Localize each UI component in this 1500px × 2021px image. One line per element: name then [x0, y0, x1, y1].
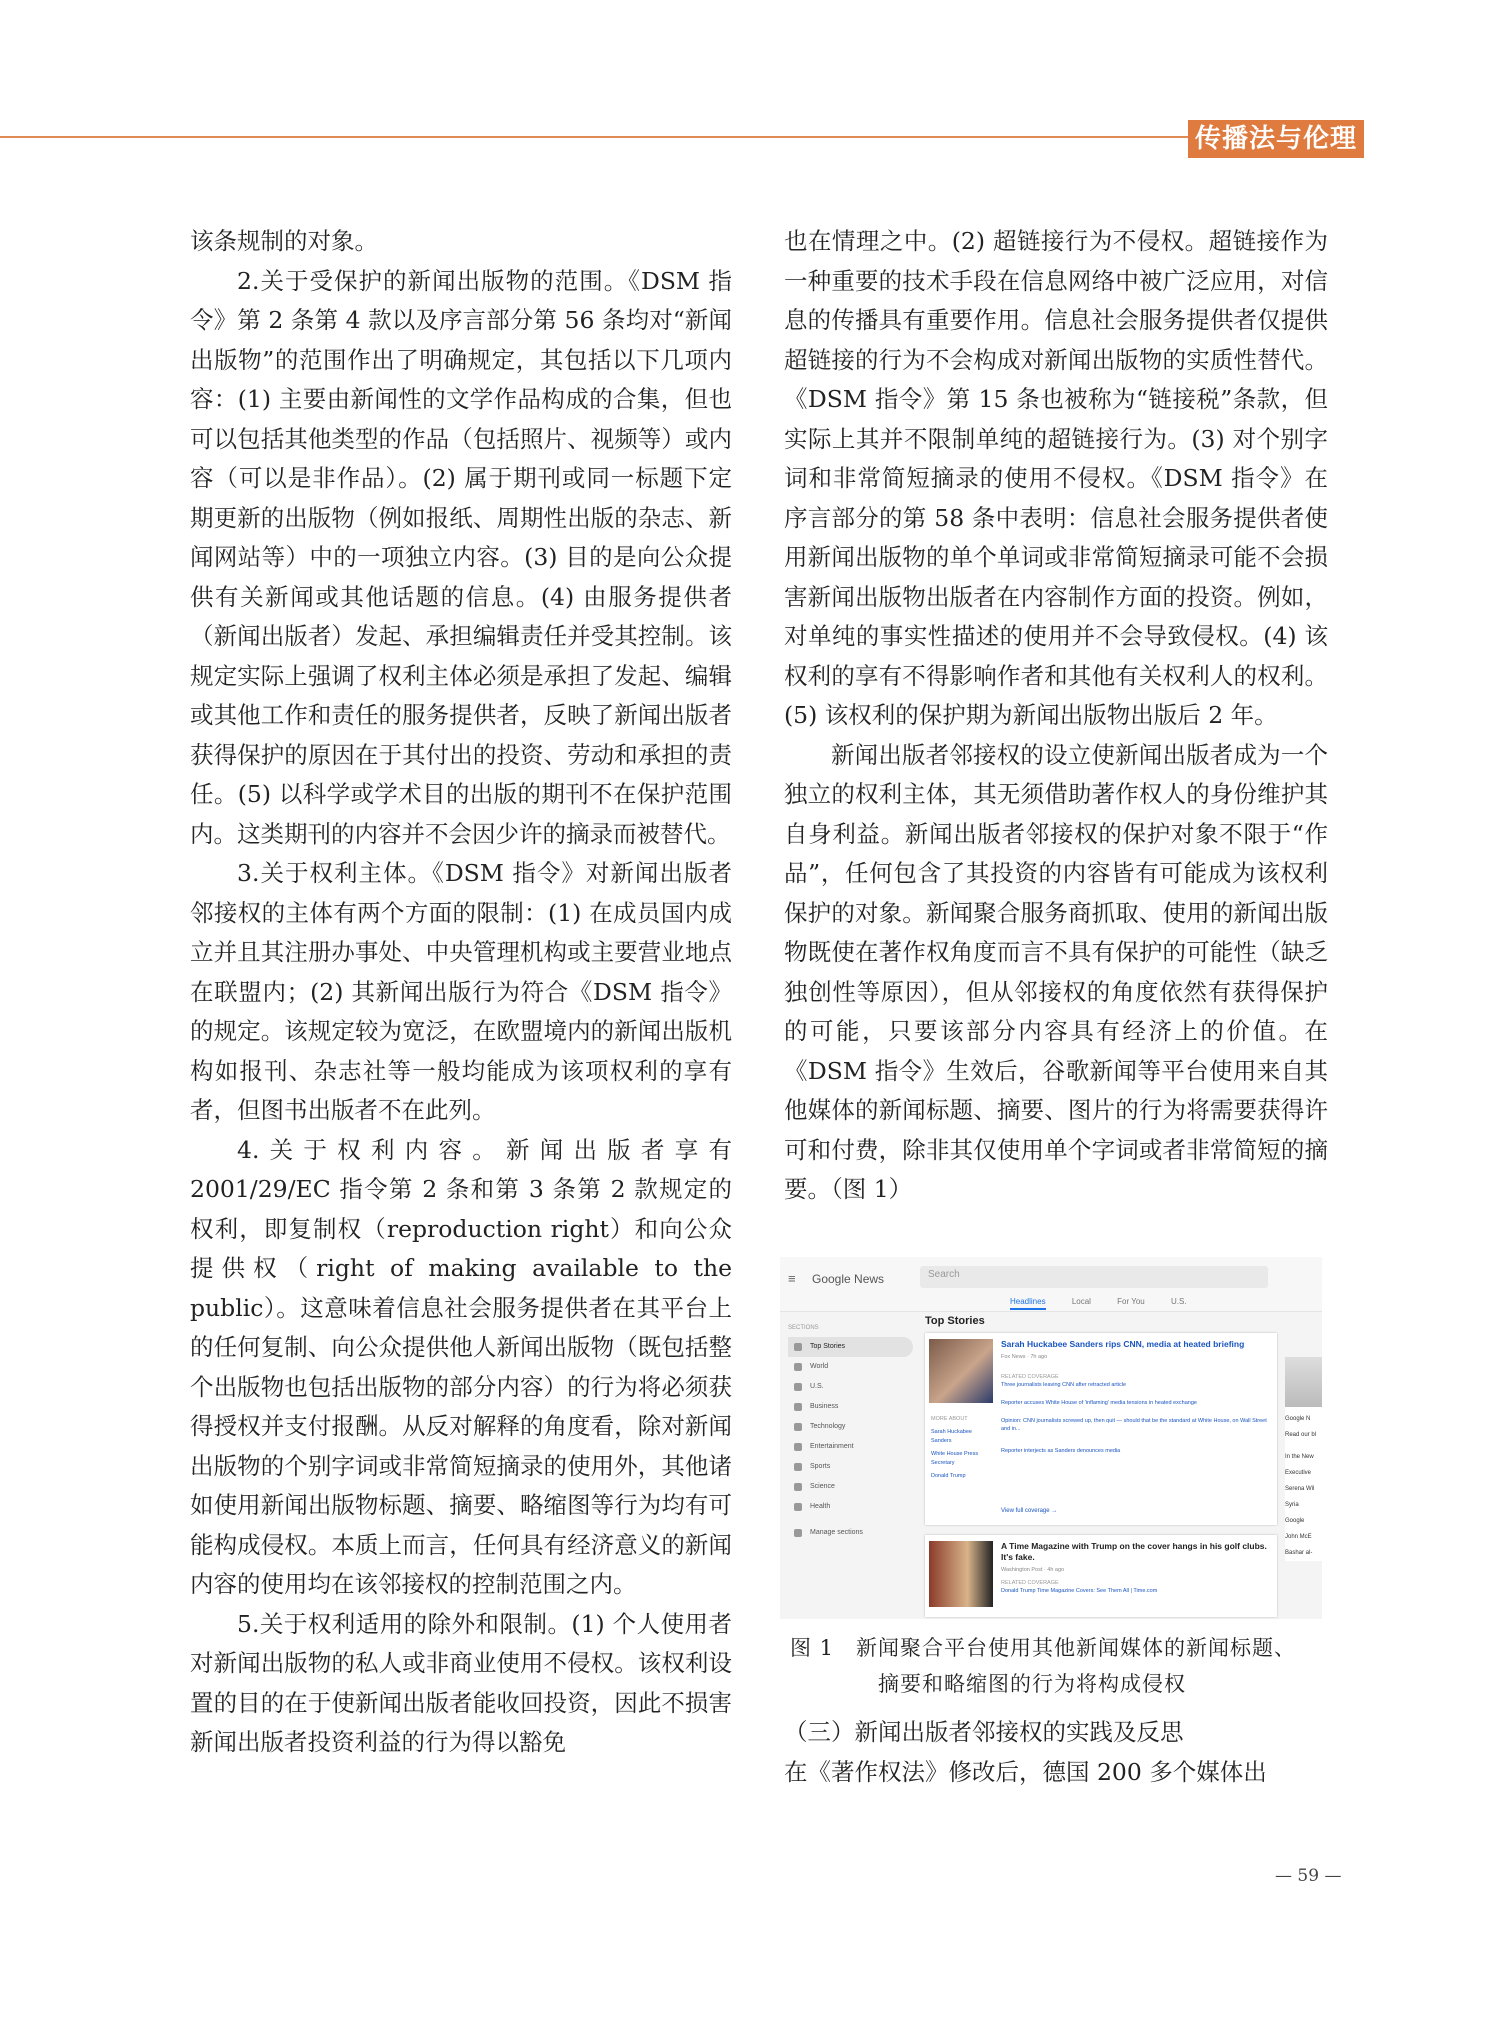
story-headline: Sarah Huckabee Sanders rips CNN, media at heated briefing Fox News · 7h ago — [1001, 1339, 1245, 1360]
tab-for-you: For You — [1117, 1297, 1145, 1306]
sidebar-item: Science — [788, 1477, 913, 1497]
related-link: Reporter interjects as Sanders denounces media — [1001, 1448, 1121, 1454]
paragraph: 4.关于权利内容。新闻出版者享有 2001/29/EC 指令第 2 条和第 3 条第 2 款规定的权利，即复制权（reproduction right）和向公众提供权（right of making available to the public）。这意味着信息社会服务提供者在其平台上的任何复制、向公众提供他人新闻出版物（既包括整个出版物也包括出版物的部分内容）的行为将必须获得授权并支付报酬。从反对解释的角度看，除对新闻出版物的个别字词或非常简短摘录的使用外，其他诸如使用新闻出版物标题、摘要、略缩图等行为均有可能构成侵权。本质上而言，任何具有经济意义的新闻内容的使用均在该邻接权的控制范围之内。 — [190, 1135, 732, 1598]
figure-topbar — [780, 1257, 1322, 1312]
tab-us: U.S. — [1170, 1297, 1187, 1306]
paragraph: 3.关于权利主体。《DSM 指令》对新闻出版者邻接权的主体有两个方面的限制：(1) 在成员国内成立并且其注册办事处、中央管理机构或主要营业地点在联盟内；(2) 其新闻出版行为符合《DSM 指令》的规定。该规定较为宽泛，在欧盟境内的新闻出版机构如报刊、杂志社等一般均能成为该项权利的享有者，但图书出版者不在此列。 — [190, 859, 732, 1124]
sidebar-item: World — [788, 1357, 913, 1377]
right-column — [784, 222, 1328, 1210]
figure-search-box — [920, 1266, 1268, 1288]
paragraph: （三）新闻出版者邻接权的实践及反思 — [784, 1718, 1184, 1746]
google-news-logo: Google News — [812, 1272, 885, 1286]
related-coverage: RELATED COVERAGE Donald Trump Time Magazine Covers: See Them All | Time.com — [1001, 1579, 1269, 1595]
menu-icon: ≡ — [788, 1271, 796, 1286]
header-rule — [0, 136, 1312, 138]
sidebar-heading: SECTIONS — [788, 1325, 819, 1331]
paragraph: 该条规制的对象。 — [190, 227, 378, 255]
right-column-continued — [784, 1713, 1328, 1792]
story-card — [925, 1333, 1277, 1525]
story-headline: A Time Magazine with Trump on the cover hangs in his golf clubs. It's fake. Washington Post · 4h ago — [1001, 1541, 1267, 1573]
figure-caption: 图 1 新闻聚合平台使用其他新闻媒体的新闻标题、 摘要和略缩图的行为将构成侵权 — [790, 1636, 1297, 1696]
sidebar-item: U.S. — [788, 1377, 913, 1397]
paragraph: 2.关于受保护的新闻出版物的范围。《DSM 指令》第 2 条第 4 款以及序言部分第 56 条均对“新闻出版物”的范围作出了明确规定，其包括以下几项内容：(1) 主要由新闻性的文学作品构成的合集，但也可以包括其他类型的作品（包括照片、视频等）或内容（可以是非作品）。(2) 属于期刊或同一标题下定期更新的出版物（例如报纸、周期性出版的杂志、新闻网站等）中的一项独立内容。(3) 目的是向公众提供有关新闻或其他话题的信息。(4) 由服务提供者（新闻出版者）发起、承担编辑责任并受其控制。该规定实际上强调了权利主体必须是承担了发起、编辑或其他工作和责任的服务提供者，反映了新闻出版者获得保护的原因在于其付出的投资、劳动和承担的责任。(5) 以科学或学术目的出版的期刊不在保护范围内。这类期刊的内容并不会因少许的摘录而被替代。 — [190, 266, 732, 848]
right-panel-image — [1285, 1357, 1322, 1407]
left-column — [190, 222, 732, 1763]
paragraph: 也在情理之中。(2) 超链接行为不侵权。超链接作为一种重要的技术手段在信息网络中被广泛应用，对信息的传播具有重要作用。信息社会服务提供者仅提供超链接的行为不会构成对新闻出版物的实质性替代。《DSM 指令》第 15 条也被称为“链接税”条款，但实际上其并不限制单纯的超链接行为。(3) 对个别字词和非常简短摘录的使用不侵权。《DSM 指令》在序言部分的第 58 条中表明：信息社会服务提供者使用新闻出版物的单个单词或非常简短摘录可能不会损害新闻出版物出版者在内容制作方面的投资。例如，对单纯的事实性描述的使用并不会导致侵权。(4) 该权利的享有不得影响作者和其他有关权利人的权利。(5) 该权利的保护期为新闻出版物出版后 2 年。 — [784, 227, 1328, 729]
story-thumbnail — [929, 1339, 993, 1403]
paragraph: 新闻出版者邻接权的设立使新闻出版者成为一个独立的权利主体，其无须借助著作权人的身份维护其自身利益。新闻出版者邻接权的保护对象不限于“作品”，任何包含了其投资的内容皆有可能成为该权利保护的对象。新闻聚合服务商抓取、使用的新闻出版物既使在著作权角度而言不具有保护的可能性（缺乏独创性等原因），但从邻接权的角度依然有获得保护的可能，只要该部分内容具有经济上的价值。在《DSM 指令》生效后，谷歌新闻等平台使用来自其他媒体的新闻标题、摘要、图片的行为将需要获得许可和付费，除非其仅使用单个字词或者非常简短的摘要。（图 1） — [784, 740, 1328, 1203]
sidebar-item: Entertainment — [788, 1437, 913, 1457]
paragraph: 5.关于权利适用的除外和限制。(1) 个人使用者对新闻出版物的私人或非商业使用不侵权。该权利设置的目的在于使新闻出版者能收回投资，因此不损害新闻出版者投资利益的行为得以豁免 — [190, 1609, 732, 1756]
tab-local: Local — [1071, 1297, 1091, 1306]
sidebar-item: Top Stories — [788, 1337, 913, 1357]
page-number: — 59 — — [1275, 1866, 1342, 1886]
related-link: Reporter accuses White House of 'inflaming' media tensions in heated exchange — [1001, 1400, 1197, 1406]
sidebar-item: Business — [788, 1397, 913, 1417]
top-stories-heading: Top Stories — [925, 1315, 985, 1327]
sidebar-item: Sports — [788, 1457, 913, 1477]
related-link: Three journalists leaving CNN after retracted article — [1001, 1382, 1127, 1388]
related-coverage: RELATED COVERAGE Three journalists leaving CNN after retracted article Reporter accuses White House of 'inflaming' media tensions in heated exchange Opinion: CNN journalists screwed up, then quit — should that be the standard at White House, on Wall Street and in... Reporter interjects as Sanders denounces media — [1001, 1373, 1269, 1455]
story-card — [925, 1535, 1277, 1617]
more-about: MORE ABOUT Sarah Huckabee Sanders White House Press Secretary Donald Trump — [931, 1416, 979, 1479]
figure-tabs — [1010, 1297, 1211, 1306]
paragraph: 在《著作权法》修改后，德国 200 多个媒体出 — [784, 1757, 1267, 1786]
figure-screenshot — [780, 1257, 1322, 1619]
figure-right-panel: Google N Read our bl In the New Executive Serena Wil Syria Google John McE Bashar al- — [1285, 1357, 1322, 1561]
related-link: Opinion: CNN journalists screwed up, then quit — should that be the standard at White House, on Wall Street and in... — [1001, 1418, 1267, 1432]
tab-headlines: Headlines — [1010, 1297, 1046, 1310]
story-thumbnail — [929, 1541, 993, 1607]
story-meta: Washington Post · 4h ago — [1001, 1567, 1065, 1573]
search-placeholder: Search — [928, 1269, 960, 1280]
sidebar-item: Manage sections — [788, 1523, 913, 1543]
view-full-coverage-link: View full coverage → — [1001, 1508, 1058, 1514]
sidebar-item: Health — [788, 1497, 913, 1517]
figure-main — [925, 1315, 1277, 1619]
sidebar-item: Technology — [788, 1417, 913, 1437]
story-meta: Fox News · 7h ago — [1001, 1354, 1048, 1360]
figure-sidebar — [788, 1325, 913, 1543]
section-tag: 传播法与伦理 — [1188, 120, 1364, 158]
related-link: Donald Trump Time Magazine Covers: See Them All | Time.com — [1001, 1588, 1158, 1594]
